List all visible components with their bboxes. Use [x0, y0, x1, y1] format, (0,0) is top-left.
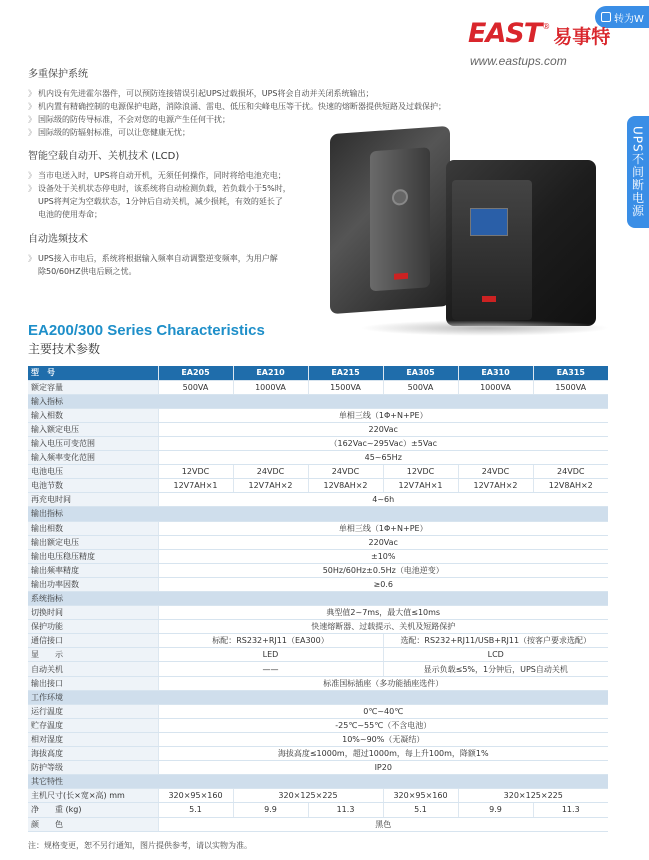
table-row [28, 620, 608, 634]
row-label: 再充电时间 [28, 493, 158, 507]
bullet-text: 国际级的防辐射标准，可以让您健康无忧； [38, 128, 190, 137]
section-spacer [158, 775, 608, 789]
table-cell: 4~6h [158, 493, 608, 507]
row-label: 相对湿度 [28, 732, 158, 746]
header-model-cell: EA310 [458, 366, 533, 380]
table-cell: 500VA [383, 380, 458, 394]
table-cell: 50Hz/60Hz±0.5Hz（电池逆变） [158, 563, 608, 577]
section-spacer [158, 507, 608, 521]
table-cell: 显示负载≤5%，1分钟后，UPS自动关机 [383, 662, 608, 676]
ups-product-image-ea300 [446, 160, 596, 326]
table-cell: 选配：RS232+RJ11/USB+RJ11（按客户要求选配） [383, 634, 608, 648]
double-chevron-icon: 》 [28, 128, 36, 137]
table-cell: 12V8AH×2 [308, 479, 383, 493]
table-cell: -25℃~55℃（不含电池） [158, 718, 608, 732]
double-chevron-icon: 》 [28, 171, 36, 180]
row-label: 输出额定电压 [28, 535, 158, 549]
logo-chinese: 易事特 [553, 26, 611, 48]
table-cell: 220Vac [158, 422, 608, 436]
table-cell: 320×125×225 [458, 789, 608, 803]
ups-product-image-ea200 [330, 126, 450, 314]
table-cell: LCD [383, 648, 608, 662]
bullet-text: 机内设有先进霍尔器件，可以预防连接错误引起UPS过载损坏，UPS将会自动并关闭系统输出； [38, 89, 374, 98]
row-label: 输入额定电压 [28, 422, 158, 436]
table-row [28, 549, 608, 563]
table-cell: 5.1 [158, 803, 233, 817]
row-label: 输出相数 [28, 521, 158, 535]
table-row [28, 606, 608, 620]
row-label: 贮存温度 [28, 718, 158, 732]
row-label: 电池节数 [28, 479, 158, 493]
row-label: 通信接口 [28, 634, 158, 648]
table-cell: 1000VA [458, 380, 533, 394]
bullet-text: 设备处于关机状态停电时，该系统将自动检测负载，若负载小于5%时， [38, 184, 291, 193]
table-cell: —— [158, 662, 383, 676]
table-cell: LED [158, 648, 383, 662]
table-cell: 1500VA [308, 380, 383, 394]
section-label: 输出指标 [28, 507, 158, 521]
row-label: 净 重 (kg) [28, 803, 158, 817]
table-cell: 10%~90%（无凝结） [158, 732, 608, 746]
table-cell: 12V7AH×1 [158, 479, 233, 493]
table-cell: 320×95×160 [158, 789, 233, 803]
table-row [28, 803, 608, 817]
footnote: 注：规格变更，恕不另行通知，图片提供参考，请以实物为准。 [28, 841, 252, 850]
table-cell: 典型值2~7ms，最大值≤10ms [158, 606, 608, 620]
bullet-text: 除50/60HZ供电后顾之忧。 [38, 267, 137, 276]
table-cell: 320×125×225 [233, 789, 383, 803]
table-cell: 500VA [158, 380, 233, 394]
table-row [28, 436, 608, 450]
table-cell: IP20 [158, 761, 608, 775]
bullet-item [28, 195, 348, 208]
bullet-text: UPS接入市电后，系统将根据输入频率自动调整逆变频率，为用户解 [38, 254, 278, 263]
table-section-row [28, 394, 608, 408]
side-tab-label: UPS不间断电源 [630, 126, 645, 218]
table-cell: 海拔高度≤1000m，超过1000m，每上升100m，降额1% [158, 747, 608, 761]
section-label: 工作环境 [28, 690, 158, 704]
table-section-row [28, 690, 608, 704]
table-cell: 1500VA [533, 380, 608, 394]
table-cell: 12V8AH×2 [533, 479, 608, 493]
row-label: 输出功率因数 [28, 577, 158, 591]
row-label: 输出频率精度 [28, 563, 158, 577]
characteristics-title: EA200/300 Series Characteristics [28, 322, 265, 339]
table-row [28, 761, 608, 775]
row-label: 保护功能 [28, 620, 158, 634]
table-cell: 1000VA [233, 380, 308, 394]
section-label: 其它特性 [28, 775, 158, 789]
row-label: 运行温度 [28, 704, 158, 718]
table-row [28, 676, 608, 690]
table-row [28, 408, 608, 422]
section-label: 系统指标 [28, 592, 158, 606]
bullet-item [28, 252, 348, 265]
header-model-cell: EA210 [233, 366, 308, 380]
table-cell: 11.3 [533, 803, 608, 817]
registered-mark-icon: ® [542, 22, 551, 31]
table-cell: （162Vac~295Vac）±5Vac [158, 436, 608, 450]
feature-section-auto-power [28, 150, 348, 221]
table-row [28, 521, 608, 535]
section-label: 输入指标 [28, 394, 158, 408]
row-label: 额定容量 [28, 380, 158, 394]
row-label: 输入相数 [28, 408, 158, 422]
table-cell: 0℃~40℃ [158, 704, 608, 718]
double-chevron-icon: 》 [28, 89, 36, 98]
bullet-item [28, 182, 348, 195]
feature-section-auto-frequency [28, 233, 348, 278]
row-label: 主机尺寸(长×宽×高) mm [28, 789, 158, 803]
website-url: www.eastups.com [470, 54, 567, 68]
bullet-item [28, 169, 348, 182]
row-label: 海拔高度 [28, 747, 158, 761]
section-spacer [158, 592, 608, 606]
table-row [28, 634, 608, 648]
row-label: 显 示 [28, 648, 158, 662]
table-row [28, 451, 608, 465]
bullet-text: 电池的使用寿命； [38, 210, 102, 219]
table-cell: 5.1 [383, 803, 458, 817]
row-label: 颜 色 [28, 817, 158, 831]
table-row [28, 817, 608, 831]
section-spacer [158, 690, 608, 704]
table-header-row [28, 366, 608, 380]
table-cell: 220Vac [158, 535, 608, 549]
bullet-item [28, 126, 588, 139]
table-cell: 标配：RS232+RJ11（EA300） [158, 634, 383, 648]
characteristics-subtitle: 主要技术参数 [28, 342, 101, 356]
bullet-item [28, 265, 348, 278]
lcd-screen-icon [470, 208, 508, 236]
convert-button-label: 转为W [614, 13, 644, 25]
table-row [28, 747, 608, 761]
side-category-tab[interactable] [627, 116, 649, 228]
bullet-item [28, 100, 588, 113]
table-row [28, 422, 608, 436]
row-label: 电池电压 [28, 465, 158, 479]
bullet-item [28, 113, 588, 126]
table-cell: 24VDC [233, 465, 308, 479]
table-row [28, 648, 608, 662]
table-cell: 黑色 [158, 817, 608, 831]
section-title: 自动选频技术 [28, 234, 88, 245]
row-label: 输出接口 [28, 676, 158, 690]
double-chevron-icon: 》 [28, 254, 36, 263]
table-cell: 45~65Hz [158, 451, 608, 465]
row-label: 防护等级 [28, 761, 158, 775]
table-cell: 24VDC [308, 465, 383, 479]
table-row [28, 718, 608, 732]
bullet-item [28, 87, 588, 100]
table-row [28, 789, 608, 803]
bullet-item [28, 208, 348, 221]
table-section-row [28, 592, 608, 606]
spec-table [28, 366, 608, 832]
table-cell: ±10% [158, 549, 608, 563]
table-row [28, 563, 608, 577]
row-label: 切换时间 [28, 606, 158, 620]
brand-logo [468, 20, 610, 47]
header-model-label: 型 号 [28, 366, 158, 380]
table-cell: 单相三线（1Φ+N+PE） [158, 408, 608, 422]
table-row [28, 380, 608, 394]
double-chevron-icon: 》 [28, 115, 36, 124]
table-cell: 24VDC [458, 465, 533, 479]
table-cell: 24VDC [533, 465, 608, 479]
header-model-cell: EA215 [308, 366, 383, 380]
row-label: 自动关机 [28, 662, 158, 676]
double-chevron-icon: 》 [28, 102, 36, 111]
table-cell: 单相三线（1Φ+N+PE） [158, 521, 608, 535]
table-row [28, 732, 608, 746]
table-cell: 快速熔断器、过载提示、关机及短路保护 [158, 620, 608, 634]
header-model-cell: EA205 [158, 366, 233, 380]
logo-latin: EAST [468, 18, 542, 49]
table-section-row [28, 775, 608, 789]
feature-section-protection [28, 68, 588, 139]
table-row [28, 535, 608, 549]
table-cell: 11.3 [308, 803, 383, 817]
bullet-text: 机内置有精确控制的电源保护电路，消除浪涌、雷电、低压和尖峰电压等干扰。快速的熔断器提供短路及过载保护； [38, 102, 446, 111]
section-title: 智能空载自动开、关机技术 (LCD) [28, 151, 180, 162]
header-model-cell: EA305 [383, 366, 458, 380]
table-row [28, 577, 608, 591]
table-row [28, 704, 608, 718]
table-section-row [28, 507, 608, 521]
table-cell: 12VDC [158, 465, 233, 479]
section-spacer [158, 394, 608, 408]
table-cell: 12VDC [383, 465, 458, 479]
table-cell: 9.9 [458, 803, 533, 817]
table-cell: 9.9 [233, 803, 308, 817]
section-title: 多重保护系统 [28, 69, 88, 80]
double-chevron-icon: 》 [28, 184, 36, 193]
table-row [28, 662, 608, 676]
row-label: 输入电压可变范围 [28, 436, 158, 450]
table-cell: 12V7AH×2 [458, 479, 533, 493]
table-row [28, 479, 608, 493]
bullet-text: UPS将判定为空载状态，1分钟后自动关机，减少损耗，有效的延长了 [38, 197, 283, 206]
header-model-cell: EA315 [533, 366, 608, 380]
table-row [28, 465, 608, 479]
table-cell: 标准国标插座（多功能插座选件） [158, 676, 608, 690]
bullet-text: 国际级的防传导标准，不会对您的电源产生任何干扰； [38, 115, 230, 124]
bullet-text: 当市电送入时，UPS将自动开机，无须任何操作，同时将给电池充电； [38, 171, 286, 180]
table-cell: 12V7AH×1 [383, 479, 458, 493]
table-cell: 320×95×160 [383, 789, 458, 803]
row-label: 输入频率变化范围 [28, 451, 158, 465]
table-cell: 12V7AH×2 [233, 479, 308, 493]
table-row [28, 493, 608, 507]
table-cell: ≥0.6 [158, 577, 608, 591]
row-label: 输出电压稳压精度 [28, 549, 158, 563]
